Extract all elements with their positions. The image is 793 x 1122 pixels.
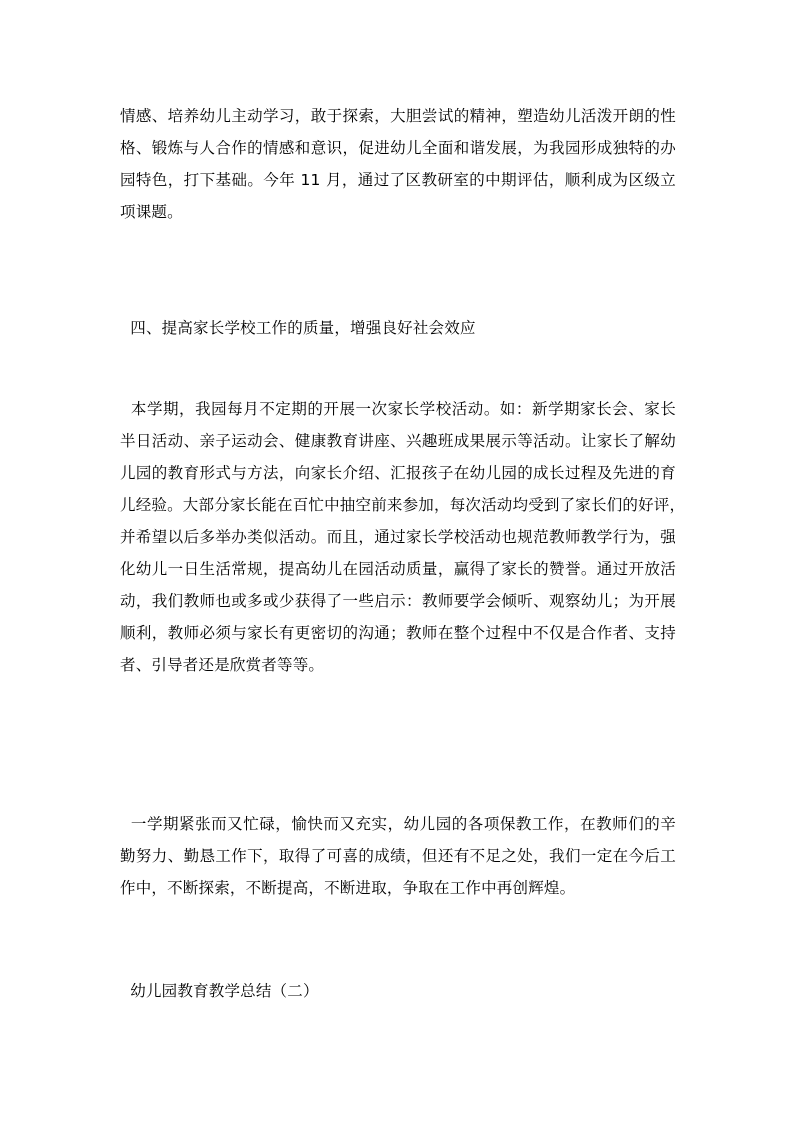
paragraph-body-3: [120, 808, 676, 904]
text-line: 半日活动、亲子运动会、健康教育讲座、兴趣班成果展示等活动。让家长了解幼: [120, 432, 676, 450]
text-line: 格、锻炼与人合作的情感和意识，促进幼儿全面和谐发展，为我园形成独特的办: [120, 139, 676, 157]
text-line: 本学期，我园每月不定期的开展一次家长学校活动。如：新学期家长会、家长: [120, 400, 676, 418]
section-heading-4: [120, 312, 676, 344]
text-line: 儿经验。大部分家长能在百忙中抽空前来参加，每次活动均受到了家长们的好评，: [120, 496, 686, 514]
paragraph-body-1: [120, 100, 676, 228]
text-line: 儿园的教育形式与方法，向家长介绍、汇报孩子在幼儿园的成长过程及先进的育: [120, 464, 676, 482]
heading-text: 四、提高家长学校工作的质量，增强良好社会效应: [120, 319, 476, 337]
section-heading-subtitle: [120, 975, 676, 1007]
text-line: 园特色，打下基础。今年 11 月，通过了区教研室的中期评估，顺利成为区级立: [120, 171, 676, 189]
text-line: 情感、培养幼儿主动学习，敢于探索，大胆尝试的精神，塑造幼儿活泼开朗的性: [120, 107, 676, 125]
text-line: 项课题。: [120, 203, 183, 221]
text-line: 顺利，教师必须与家长有更密切的沟通；教师在整个过程中不仅是合作者、支持: [120, 624, 676, 642]
text-line: 作中，不断探索，不断提高，不断进取，争取在工作中再创辉煌。: [120, 879, 576, 897]
text-line: 一学期紧张而又忙碌，愉快而又充实，幼儿园的各项保教工作，在教师们的辛: [120, 815, 676, 833]
paragraph-body-2: [120, 393, 686, 681]
text-line: 并希望以后多举办类似活动。而且，通过家长学校活动也规范教师教学行为，强: [120, 528, 676, 546]
text-line: 化幼儿一日生活常规，提高幼儿在园活动质量，赢得了家长的赞誉。通过开放活: [120, 560, 676, 578]
text-line: 动，我们教师也或多或少获得了一些启示：教师要学会倾听、观察幼儿；为开展: [120, 592, 676, 610]
heading-text: 幼儿园教育教学总结（二）: [120, 982, 319, 1000]
text-line: 者、引导者还是欣赏者等等。: [120, 656, 325, 674]
text-line: 勤努力、勤恳工作下，取得了可喜的成绩，但还有不足之处，我们一定在今后工: [120, 847, 676, 865]
